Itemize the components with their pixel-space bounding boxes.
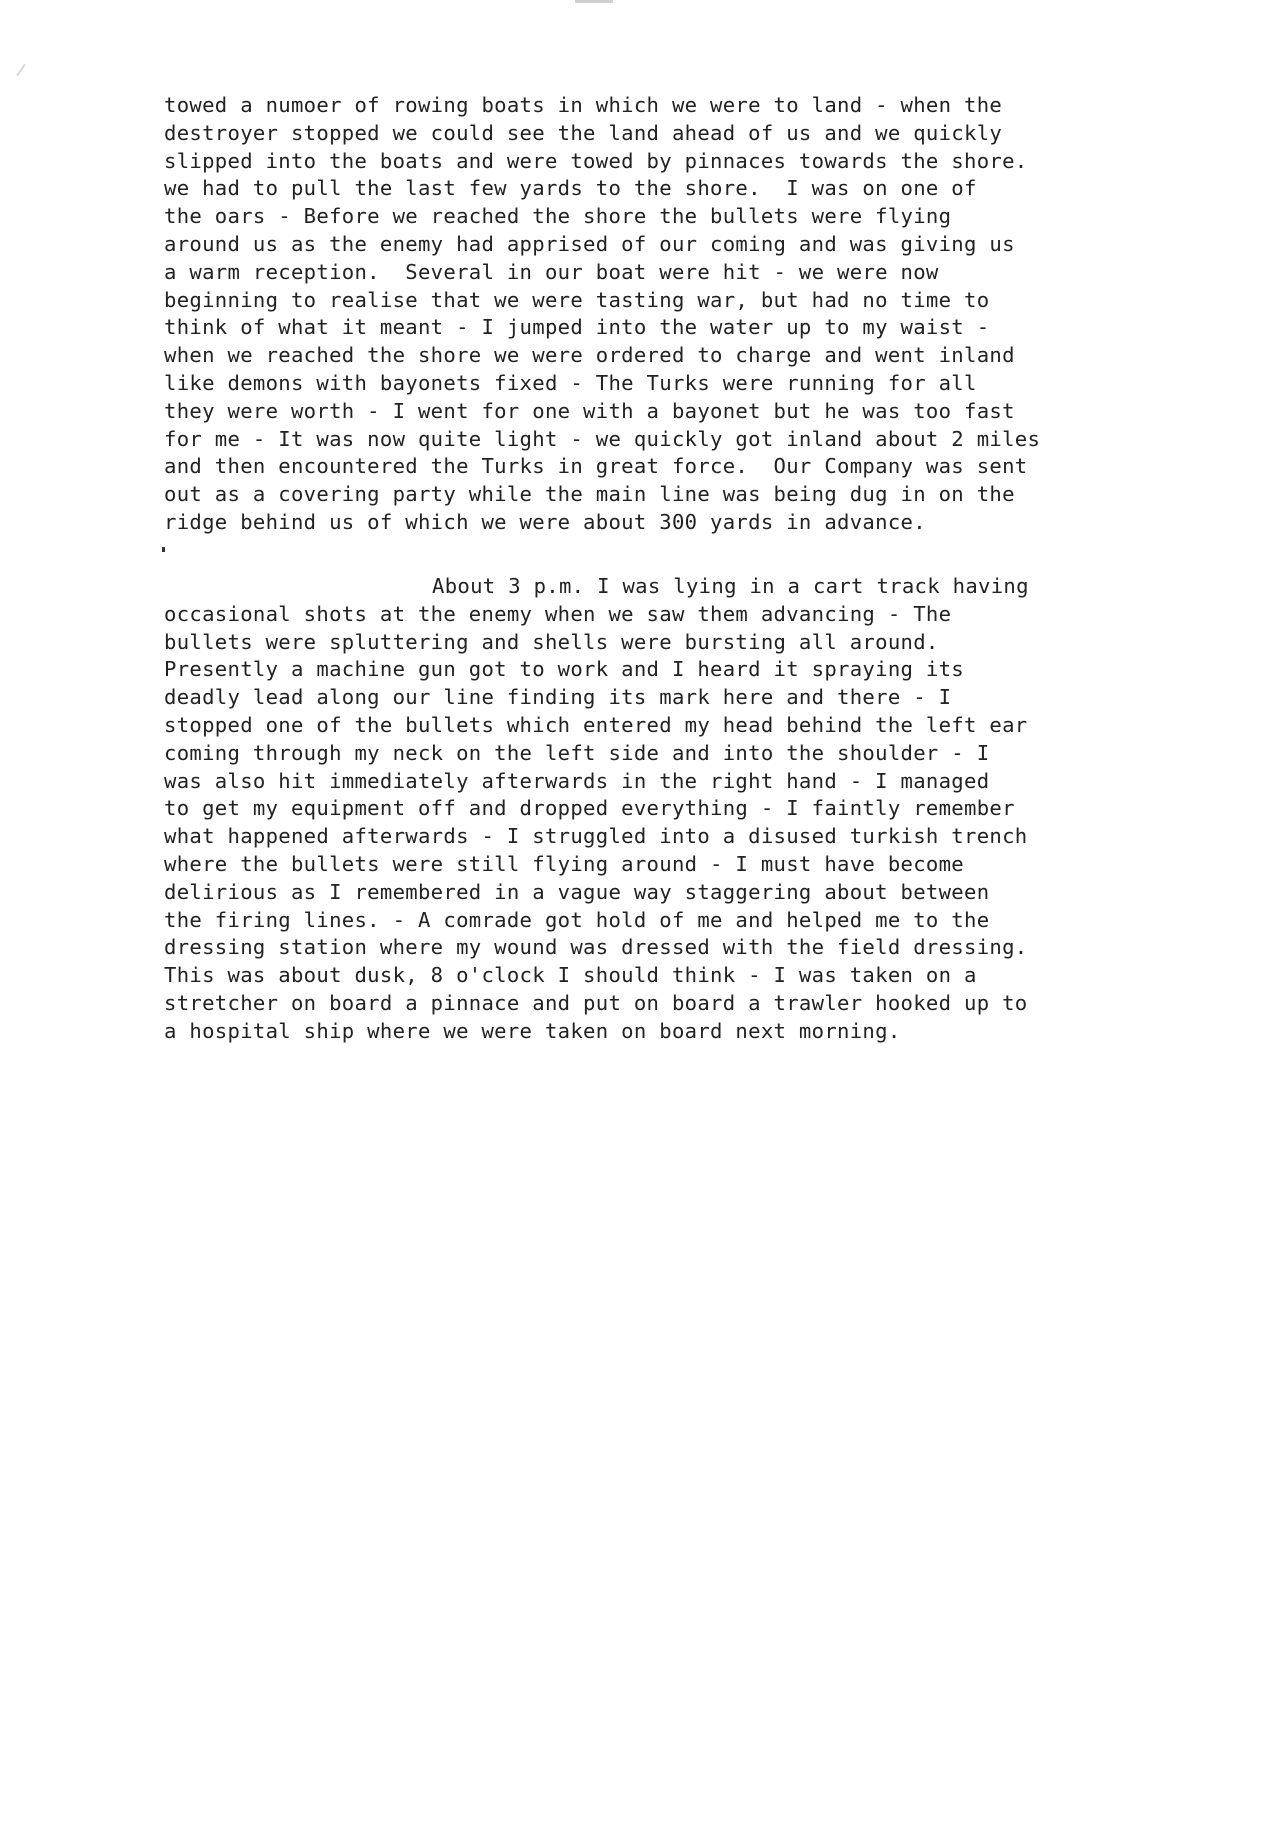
text-line: bullets were spluttering and shells were bursting all around. — [164, 629, 939, 654]
text-line: the firing lines. - A comrade got hold of me and helped me to the — [164, 907, 990, 932]
text-line: ridge behind us of which we were about 300 yards in advance. — [164, 509, 926, 534]
text-line: think of what it meant - I jumped into the water up to my waist - — [164, 315, 990, 340]
text-line: stretcher on board a pinnace and put on board a trawler hooked up to — [164, 990, 1028, 1015]
text-line: what happened afterwards - I struggled into a disused turkish trench — [164, 824, 1028, 849]
text-line: they were worth - I went for one with a bayonet but he was too fast — [164, 398, 1015, 423]
text-line: occasional shots at the enemy when we saw them advancing - The — [164, 601, 952, 626]
text-line: out as a covering party while the main line was being dug in on the — [164, 482, 1015, 507]
text-line: Presently a machine gun got to work and I heard it spraying its — [164, 657, 965, 682]
text-line: slipped into the boats and were towed by pinnaces towards the shore. — [164, 148, 1028, 173]
paragraph-landing — [164, 92, 1174, 537]
text-line: when we reached the shore we were ordered to charge and went inland — [164, 343, 1015, 368]
stray-ink-mark — [162, 547, 165, 552]
text-line: deadly lead along our line finding its mark here and there - I — [164, 685, 952, 710]
text-line: around us as the enemy had apprised of our coming and was giving us — [164, 231, 1015, 256]
scan-smudge — [575, 0, 613, 3]
text-line: destroyer stopped we could see the land ahead of us and we quickly — [164, 120, 1003, 145]
text-line: we had to pull the last few yards to the shore. I was on one of — [164, 176, 977, 201]
text-line: for me - It was now quite light - we quickly got inland about 2 miles — [164, 426, 1041, 451]
scan-edge-mark — [16, 64, 26, 77]
text-line: a hospital ship where we were taken on board next morning. — [164, 1018, 901, 1043]
text-line: was also hit immediately afterwards in the right hand - I managed — [164, 768, 990, 793]
text-line: beginning to realise that we were tasting war, but had no time to — [164, 287, 990, 312]
text-line: where the bullets were still flying around - I must have become — [164, 851, 965, 876]
text-line: stopped one of the bullets which entered my head behind the left ear — [164, 712, 1028, 737]
paragraph-wounded — [164, 573, 1174, 1046]
text-line: dressing station where my wound was dressed with the field dressing. — [164, 935, 1028, 960]
text-line: and then encountered the Turks in great force. Our Company was sent — [164, 454, 1028, 479]
text-line: delirious as I remembered in a vague way staggering about between — [164, 879, 990, 904]
text-line: to get my equipment off and dropped everything - I faintly remember — [164, 796, 1015, 821]
text-line: like demons with bayonets fixed - The Turks were running for all — [164, 370, 977, 395]
text-line: the oars - Before we reached the shore the bullets were flying — [164, 204, 952, 229]
text-line: This was about dusk, 8 o'clock I should think - I was taken on a — [164, 963, 977, 988]
text-line: towed a numoer of rowing boats in which we were to land - when the — [164, 93, 1003, 117]
text-line: coming through my neck on the left side and into the shoulder - I — [164, 740, 990, 765]
text-line: About 3 p.m. I was lying in a cart track having — [432, 574, 1029, 598]
text-line: a warm reception. Several in our boat were hit - we were now — [164, 259, 939, 284]
